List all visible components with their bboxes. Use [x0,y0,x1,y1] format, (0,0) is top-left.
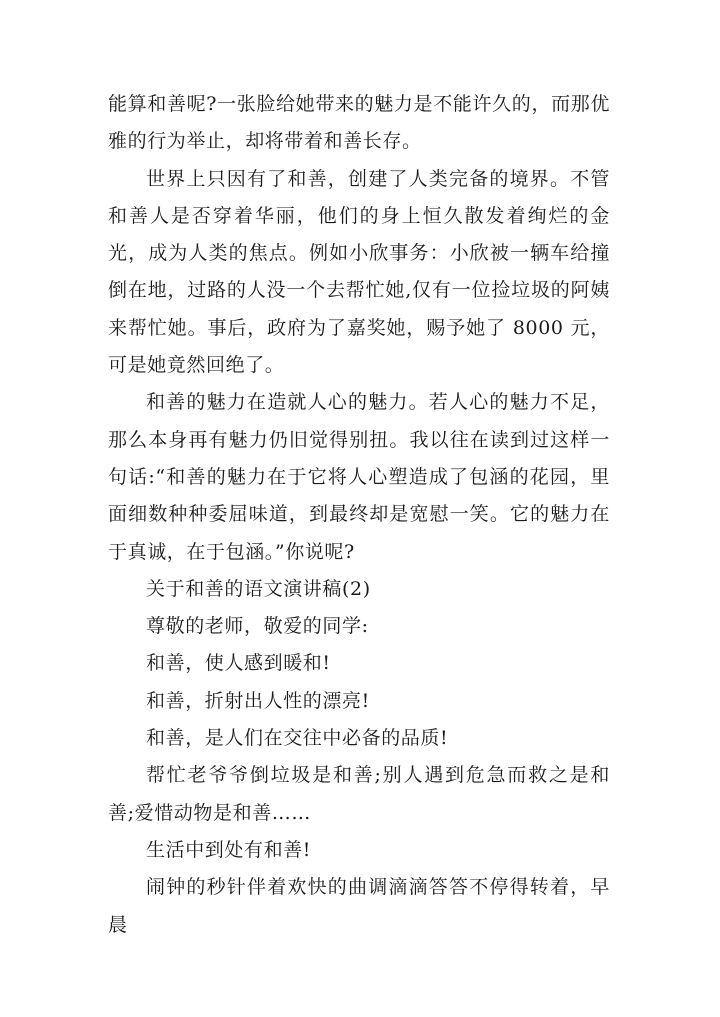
document-body [108,86,610,944]
paragraph-10: 生活中到处有和善! [146,838,312,861]
paragraph-2: 世界上只因有了和善，创建了人类完备的境界。不管和善人是否穿着华丽，他们的身上恒久散发着绚烂的金光，成为人类的焦点。例如小欣事务：小欣被一辆车给撞倒在地，过路的人没一个去帮忙她,仅有一位捡垃圾的阿姨来帮忙她。事后，政府为了嘉奖她，赐予她了 8000 元，可是她竟然回绝了。 [108,167,610,377]
paragraph-3: 和善的魅力在造就人心的魅力。若人心的魅力不足，那么本身再有魅力仍旧觉得别扭。我以往在读到过这样一句话:“和善的魅力在于它将人心塑造成了包涵的花园，里面细数种种委屈味道，到最终却是宽慰一笑。它的魅力在于真诚，在于包涵。”你说呢? [108,391,610,563]
salutation: 尊敬的老师，敬爱的同学: [146,615,369,638]
paragraph-8: 和善，是人们在交往中必备的品质! [146,727,449,750]
paragraph-9: 帮忙老爷爷倒垃圾是和善;别人遇到危急而救之是和善;爱惜动物是和善…… [108,764,610,824]
paragraph-7: 和善，折射出人性的漂亮! [146,689,370,712]
paragraph-11: 闹钟的秒针伴着欢快的曲调滴滴答答不停得转着，早晨 [108,876,610,936]
paragraph-1: 能算和善呢?一张脸给她带来的魅力是不能许久的，而那优雅的行为举止，却将带着和善长存。 [108,93,610,153]
section-heading: 关于和善的语文演讲稿(2) [146,577,371,600]
paragraph-6: 和善，使人感到暖和! [146,652,331,675]
